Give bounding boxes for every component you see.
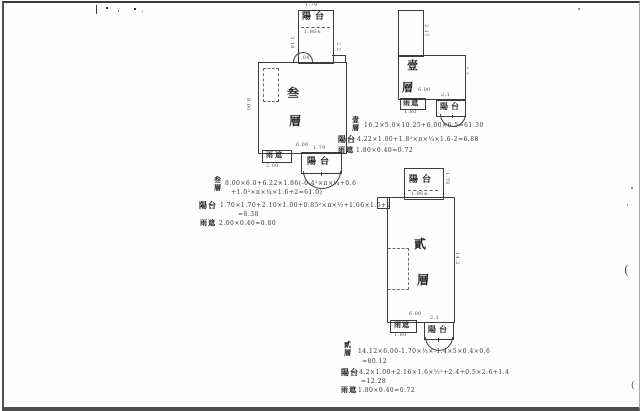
calc-line: 14.12×6.00-1.70×½×-1.4×5×0.4×0.6 [358, 348, 491, 355]
balcony-label: 陽台 [307, 157, 334, 167]
calc-rain-label: 雨遮 [338, 146, 354, 154]
interior-dashed-partition [263, 68, 279, 102]
calc-line: 16.2×5.0×10.25+6.00×6.5=61.30 [364, 122, 484, 129]
dim-label: 2.1 [430, 315, 440, 321]
calc-line: 2.00×0.40=0.80 [219, 220, 277, 227]
dim-label: 1.70 [313, 145, 326, 151]
floor-char: 貳 [414, 237, 427, 251]
calc-line: 4.22×1.00+1.8²×π×¼×1.6-2=6.88 [357, 136, 479, 143]
scan-mark: ( [631, 381, 635, 391]
dim-label: 6.00 [418, 87, 431, 93]
dim-label: 6.00 [296, 142, 309, 148]
dim-label: 6.00 [409, 311, 422, 317]
calc-line: 4.2×1.00+2.16×1.6×½²+2.4+0.5×2.6+1.4 [359, 369, 510, 376]
dim-label: 2.1 [441, 92, 451, 98]
dim-label: 1.04 [297, 55, 310, 61]
rain-cover-label: 雨遮 [403, 99, 419, 107]
arc-tick [321, 172, 322, 176]
floor-char: 層 [402, 81, 413, 94]
floor-char: 層 [289, 114, 302, 128]
dim-label: 1.86± [304, 29, 322, 35]
dim-label: 1.86± [411, 191, 429, 197]
balcony-label: 陽台 [302, 12, 329, 22]
scan-speck [578, 8, 580, 10]
dim-label: 2.2 [463, 66, 469, 76]
scan-speck [142, 11, 143, 12]
calc-rain-label: 雨遮 [341, 386, 357, 394]
calc-floor-label: 貳 層 [344, 341, 351, 357]
floor-char: 叁 [287, 86, 300, 100]
calc-floor-label: 叁 層 [214, 176, 221, 192]
calc-floor-label: 壹 層 [352, 116, 359, 132]
dim-label: 1.70 [305, 2, 318, 8]
scan-speck [627, 204, 628, 206]
arc-tick [438, 338, 439, 342]
dim-label: 1.80 [394, 332, 407, 338]
dim-label: 2.17 [423, 24, 429, 37]
scan-speck [106, 7, 108, 9]
floor-char: 壹 [407, 59, 418, 72]
calc-line: +1.0²×π×¼×1.6+2=61.0) [231, 189, 323, 196]
scan-speck [118, 10, 119, 12]
interior-dashed-partition [388, 248, 409, 290]
balcony-dash-line [301, 27, 330, 28]
scan-speck [134, 8, 136, 10]
dim-label: 3.14 [289, 36, 295, 49]
rain-cover-label: 雨遮 [394, 321, 410, 329]
dim-label: 8.00 [245, 98, 251, 111]
calc-balcony-label: 陽台 [341, 368, 359, 377]
corner-notch [377, 197, 390, 209]
dim-label: 2.00 [266, 163, 279, 169]
calc-balcony-label: 陽台 [338, 135, 356, 144]
extension-outline [398, 10, 424, 57]
scan-mark [96, 5, 97, 14]
calc-line: 1.70×1.70+2.10×1.00+0.85²×π×½+1.66×1.6+2 [220, 202, 391, 209]
arc-tick [452, 115, 453, 118]
calc-line: 1.80×0.40=0.72 [358, 387, 416, 394]
dim-label: 1.80 [404, 109, 417, 115]
rain-cover-label: 雨遮 [266, 151, 284, 159]
balcony-label: 陽台 [440, 102, 462, 111]
calc-line: =8.38 [238, 211, 259, 218]
calc-line: =80.12 [362, 358, 388, 365]
scan-speck [631, 187, 633, 189]
calc-balcony-label: 陽台 [199, 201, 217, 210]
calc-line: 1.80×0.40=0.72 [356, 147, 414, 154]
calc-line: 8.00×6.0+6.22×1.86(-0.4²×π×¼+0.6 [225, 180, 357, 187]
balcony-label: 陽台 [409, 175, 436, 185]
floor-char: 層 [417, 273, 430, 287]
calc-rain-label: 雨遮 [200, 219, 216, 227]
dim-label: 1.70 [444, 172, 450, 185]
calc-line: =12.28 [361, 378, 387, 385]
dim-label: 2.2 [335, 42, 341, 52]
scan-mark: ( [624, 263, 629, 277]
dim-label: 14.2 [454, 252, 460, 265]
balcony-label: 陽台 [428, 325, 450, 334]
